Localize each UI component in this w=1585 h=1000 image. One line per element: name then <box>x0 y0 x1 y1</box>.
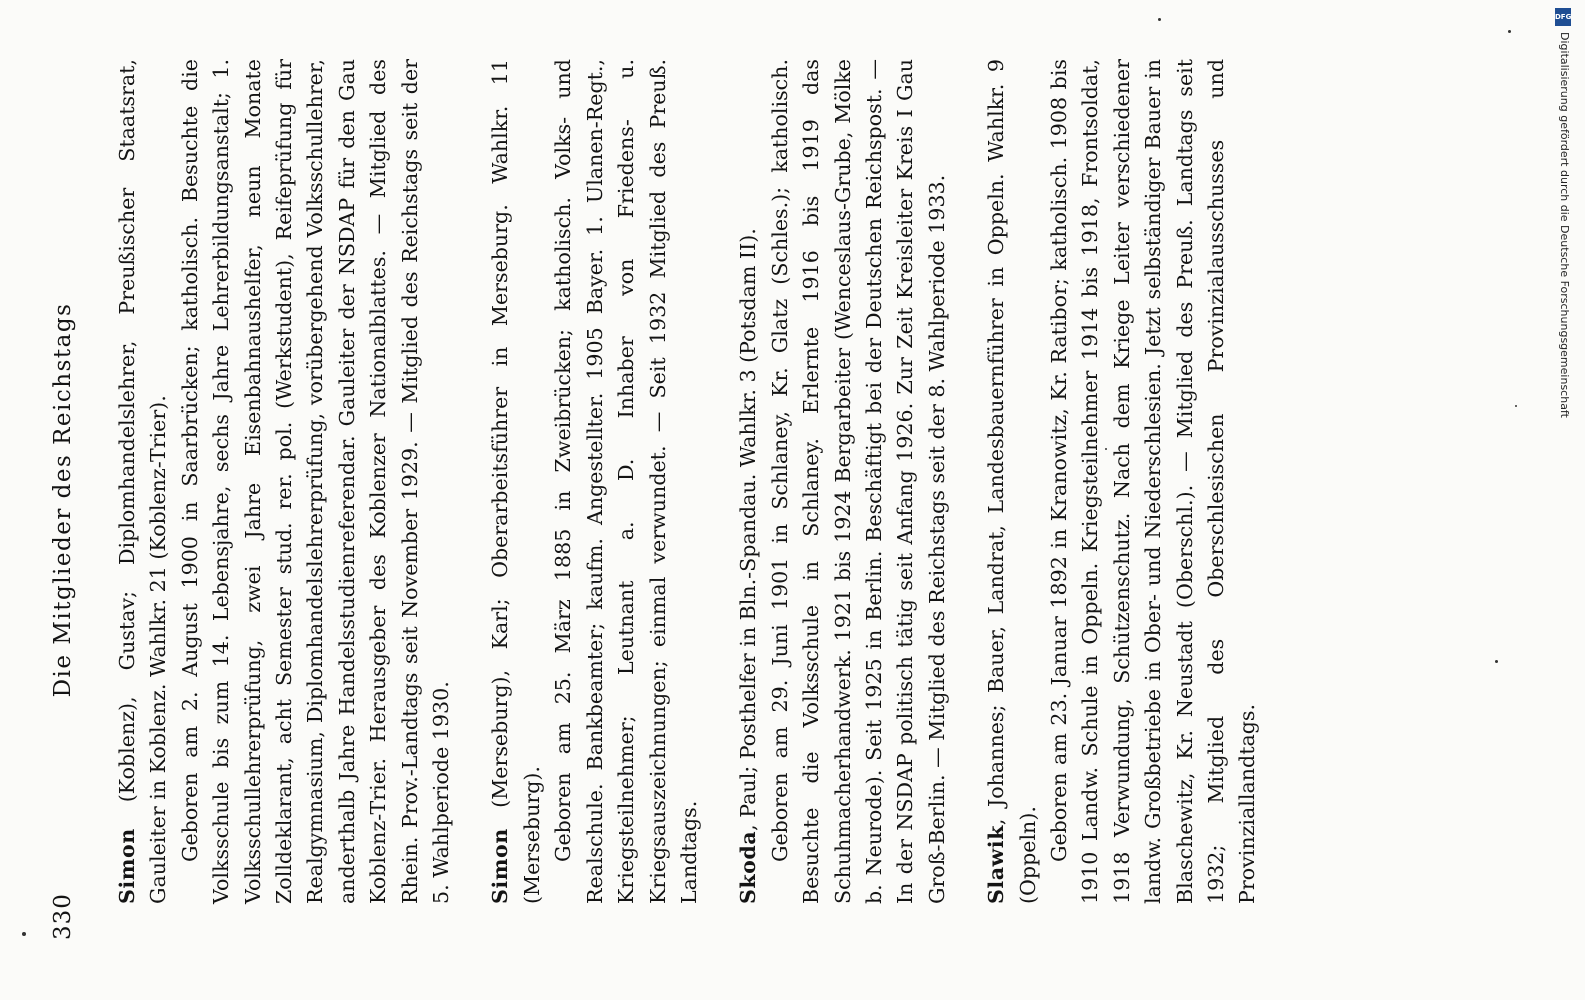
entry-heading-text: (Merseburg), Karl; Oberarbeitsführer in Merseburg. Wahlkr. 11 (Merseburg). <box>488 59 544 904</box>
running-title: Die Mitglieder des Reichstags <box>50 302 76 698</box>
entry-biography-text: Geboren am 23. Januar 1892 in Kranowitz, Kr. Ratibor; katholisch. 1908 bis 1910 Landw. Schule in Oppeln. Kriegsteilnehmer 1914 bis 1918, Frontsoldat, 1918 Verwundung, Schützenschutz. Nach dem Kriege Leiter verschiedener landw. Großbetriebe in Ober- und Niederschlesien. Jetzt selbständiger Bauer in Blaschewitz, Kr. Neustadt (Oberschl.). — Mitglied des Preuß. Landtags seit 1932; Mitglied des Oberschlesischen Provinzialausschusses und Provinziallandtags. <box>1046 59 1260 904</box>
entry-heading-line <box>733 59 764 904</box>
entry-heading-line <box>485 59 548 904</box>
scan-speck <box>1515 405 1517 407</box>
entry-surname: Simon <box>488 828 513 904</box>
page-header <box>50 60 90 940</box>
scan-speck <box>1105 448 1107 450</box>
scan-speck <box>22 932 26 936</box>
digitization-note: Digitalisierung gefördert durch die Deutsche Forschungsgemeinschaft <box>1558 32 1571 418</box>
biography-entry-skoda <box>733 59 953 904</box>
page-body <box>112 59 1292 904</box>
entry-biography-text: Geboren am 2. August 1900 in Saarbrücken; katholisch. Besuchte die Volksschule bis zum 14. Lebensjahre, sechs Jahre Lehrerbildungsanstalt; 1. Volksschullehrerprüfung, zwei Jahre Eisenbahnaushelfer, neun Monate Zolldeklarant, acht Semester stud. rer. pol. (Werkstudent), Reifeprüfung für Realgymnasium, Diplomhandelslehrerprüfung, vorübergehend Volksschullehrer, anderthalb Jahre Handelsstudienreferendar. Gauleiter der NSDAP für den Gau Koblenz-Trier. Herausgeber des Koblenzer Nationalblattes. — Mitglied des Rhein. Prov.-Landtags seit November 1929. — Mitglied des Reichstags seit der 5. Wahlperiode 1930. <box>177 59 454 904</box>
entry-heading-text: , Paul; Posthelfer in Bln.-Spandau. Wahlkr. 3 (Potsdam II). <box>736 228 761 831</box>
entry-heading-text: , Johannes; Bauer, Landrat, Landesbauernführer in Oppeln. Wahlkr. 9 (Oppeln). <box>984 59 1040 904</box>
entry-surname: Skoda <box>736 830 761 904</box>
entry-heading-line <box>112 59 175 904</box>
entry-surname: Simon <box>115 828 139 904</box>
scan-speck <box>1158 18 1161 21</box>
scan-speck <box>1495 660 1498 663</box>
biography-entry-slawik <box>981 59 1264 904</box>
entry-biography-text: Geboren am 29. Juni 1901 in Schlaney, Kr. Glatz (Schles.); katholisch. Besuchte die Volksschule in Schlaney. Erlernte 1916 bis 1919 das Schuhmacherhandwerk. 1921 bis 1924 Bergarbeiter (Wenceslaus-Grube, Mölke b. Neurode). Seit 1925 in Berlin. Beschäftigt bei der Deutschen Reichspost. — In der NSDAP politisch tätig seit Anfang 1926. Zur Zeit Kreisleiter Kreis I Gau Groß-Berlin. — Mitglied des Reichstags seit der 8. Wahlperiode 1933. <box>767 59 949 904</box>
biography-entry-simon-koblenz <box>112 59 457 904</box>
scan-speck <box>1508 30 1511 33</box>
page-number: 330 <box>50 893 76 940</box>
entry-biography-text: Geboren am 25. März 1885 in Zweibrücken; katholisch. Volks- und Realschule. Bankbeamter; kaufm. Angestellter. 1905 Bayer. 1. Ulanen-Regt., Kriegsteilnehmer; Leutnant a. D. Inhaber von Friedens- u. Kriegsauszeichnungen; einmal verwundet. — Seit 1932 Mitglied des Preuß. Landtags. <box>551 59 701 904</box>
entry-heading-line <box>981 59 1044 904</box>
biography-entry-simon-merseburg <box>485 59 705 904</box>
entry-heading-text: (Koblenz), Gustav; Diplomhandelslehrer, Preußischer Staatsrat, Gauleiter in Koblenz. Wahlkr. 21 (Koblenz-Trier). <box>115 59 171 904</box>
dfg-logo-icon: DFG <box>1555 8 1571 26</box>
digitization-sidebar <box>1555 8 1571 993</box>
entry-surname: Slawik <box>984 825 1009 904</box>
